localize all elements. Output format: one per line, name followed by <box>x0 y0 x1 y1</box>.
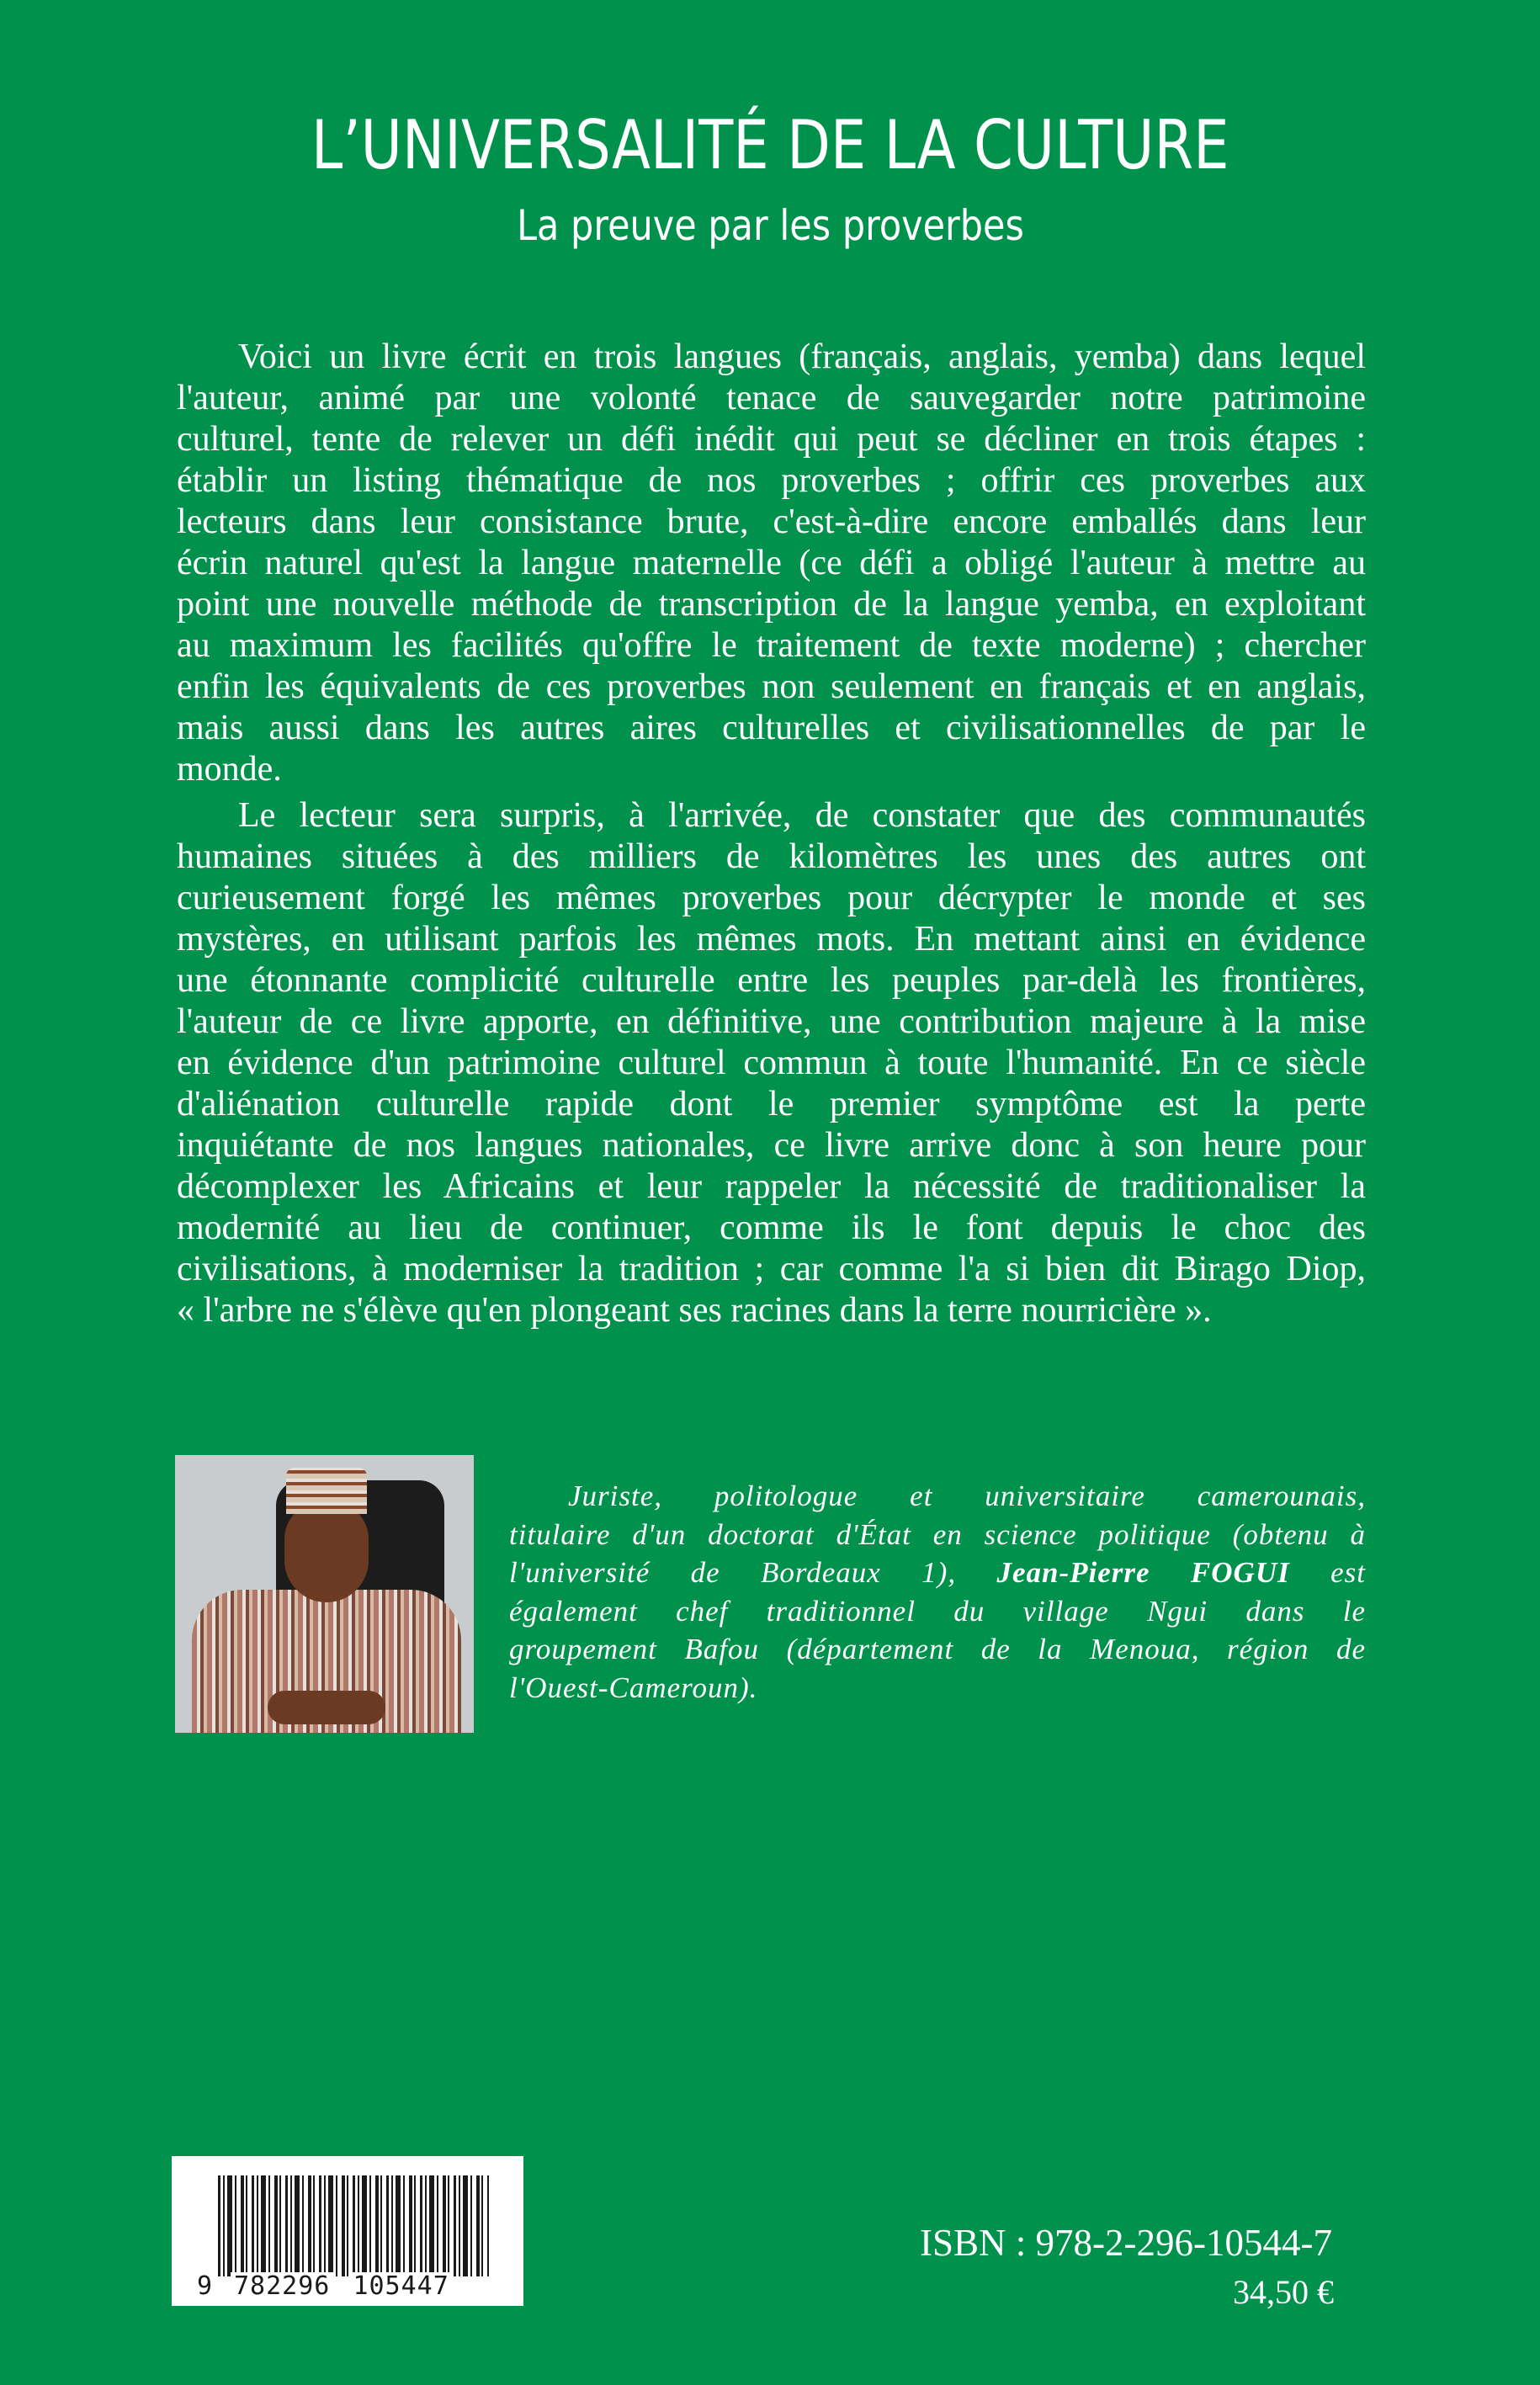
bio-line-with-name <box>509 1554 1366 1592</box>
blurb-line: l'auteur, animé par une volonté tenace de sauvegarder notre patrimoine <box>177 379 1366 417</box>
price-label: 34,50 € <box>1233 2273 1334 2311</box>
barcode-group-2: 105447 <box>349 2272 452 2301</box>
isbn-label: ISBN : 978-2-296-10544-7 <box>920 2222 1332 2264</box>
book-subtitle-text: La preuve par les proverbes <box>516 201 1024 250</box>
blurb-line: mais aussi dans les autres aires culturelles et civilisationnelles de par le <box>177 709 1366 747</box>
blurb-line: au maximum les facilités qu'offre le traitement de texte moderne) ; chercher <box>177 626 1366 665</box>
blurb-line: monde. <box>177 750 282 789</box>
blurb-line: lecteurs dans leur consistance brute, c'est-à-dire encore emballés dans leur <box>177 502 1366 541</box>
blurb-line: décomplexer les Africains et leur rappeler la nécessité de traditionaliser la <box>177 1167 1366 1206</box>
blurb-line: établir un listing thématique de nos proverbes ; offrir ces proverbes aux <box>177 461 1366 500</box>
blurb-line: Voici un livre écrit en trois langues (français, anglais, yemba) dans lequel <box>238 337 1366 376</box>
bio-line: Juriste, politologue et universitaire camerounais, <box>568 1479 1366 1512</box>
book-title-text: L’UNIVERSALITÉ DE LA CULTURE <box>311 106 1229 184</box>
blurb-line: mystères, en utilisant parfois les mêmes mots. En mettant ainsi en évidence <box>177 920 1366 959</box>
blurb-line: écrin naturel qu'est la langue maternelle (ce défi a obligé l'auteur à mettre au <box>177 544 1366 582</box>
author-name: Jean-Pierre FOGUI <box>996 1556 1290 1590</box>
blurb-line: en évidence d'un patrimoine culturel commun à toute l'humanité. En ce siècle <box>177 1044 1366 1082</box>
bio-line: l'Ouest-Cameroun). <box>509 1671 758 1704</box>
blurb-line: civilisations, à moderniser la tradition ; car comme l'a si bien dit Birago Diop, <box>177 1250 1366 1288</box>
blurb-line: inquiétante de nos langues nationales, ce livre arrive donc à son heure pour <box>177 1126 1366 1165</box>
barcode-group-1: 782296 <box>231 2272 333 2301</box>
back-cover-blurb <box>177 337 1366 1331</box>
blurb-line: modernité au lieu de continuer, comme ils le font depuis le choc des <box>177 1208 1366 1247</box>
blurb-paragraph-1 <box>177 337 1366 790</box>
blurb-line: l'auteur de ce livre apporte, en définitive, une contribution majeure à la mise <box>177 1002 1366 1041</box>
bio-text: est <box>1330 1556 1367 1590</box>
photo-hat-shape <box>286 1468 367 1514</box>
blurb-line: d'aliénation culturelle rapide dont le premier symptôme est la perte <box>177 1085 1366 1123</box>
photo-head-shape <box>284 1501 369 1602</box>
blurb-line: point une nouvelle méthode de transcription de la langue yemba, en exploitant <box>177 585 1366 624</box>
book-subtitle <box>0 200 1540 251</box>
blurb-line: curieusement forgé les mêmes proverbes pour décrypter le monde et ses <box>177 879 1366 917</box>
photo-hands-shape <box>268 1691 385 1724</box>
blurb-line: enfin les équivalents de ces proverbes non seulement en français et en anglais, <box>177 667 1366 706</box>
barcode-first-digit: 9 <box>197 2271 214 2301</box>
blurb-line: Le lecteur sera surpris, à l'arrivée, de constater que des communautés <box>238 796 1366 835</box>
barcode-digits <box>197 2272 500 2301</box>
author-bio <box>509 1477 1366 1708</box>
blurb-paragraph-2 <box>177 795 1366 1331</box>
bio-text: l'université de Bordeaux 1), <box>509 1556 957 1590</box>
blurb-line: une étonnante complicité culturelle entre les peuples par-delà les frontières, <box>177 961 1366 1000</box>
author-photo <box>175 1455 474 1733</box>
isbn-barcode <box>172 2156 523 2306</box>
barcode-bars <box>218 2175 489 2276</box>
blurb-line: humaines situées à des milliers de kilomètres les unes des autres ont <box>177 837 1366 876</box>
blurb-line: « l'arbre ne s'élève qu'en plongeant ses racines dans la terre nourricière ». <box>177 1291 1212 1330</box>
bio-line: également chef traditionnel du village Ngui dans le <box>509 1594 1366 1628</box>
blurb-line: culturel, tente de relever un défi inédit qui peut se décliner en trois étapes : <box>177 420 1366 459</box>
bio-line: groupement Bafou (département de la Menoua, région de <box>509 1633 1366 1666</box>
book-title <box>0 108 1540 183</box>
bio-line: titulaire d'un doctorat d'État en science politique (obtenu à <box>509 1517 1366 1551</box>
